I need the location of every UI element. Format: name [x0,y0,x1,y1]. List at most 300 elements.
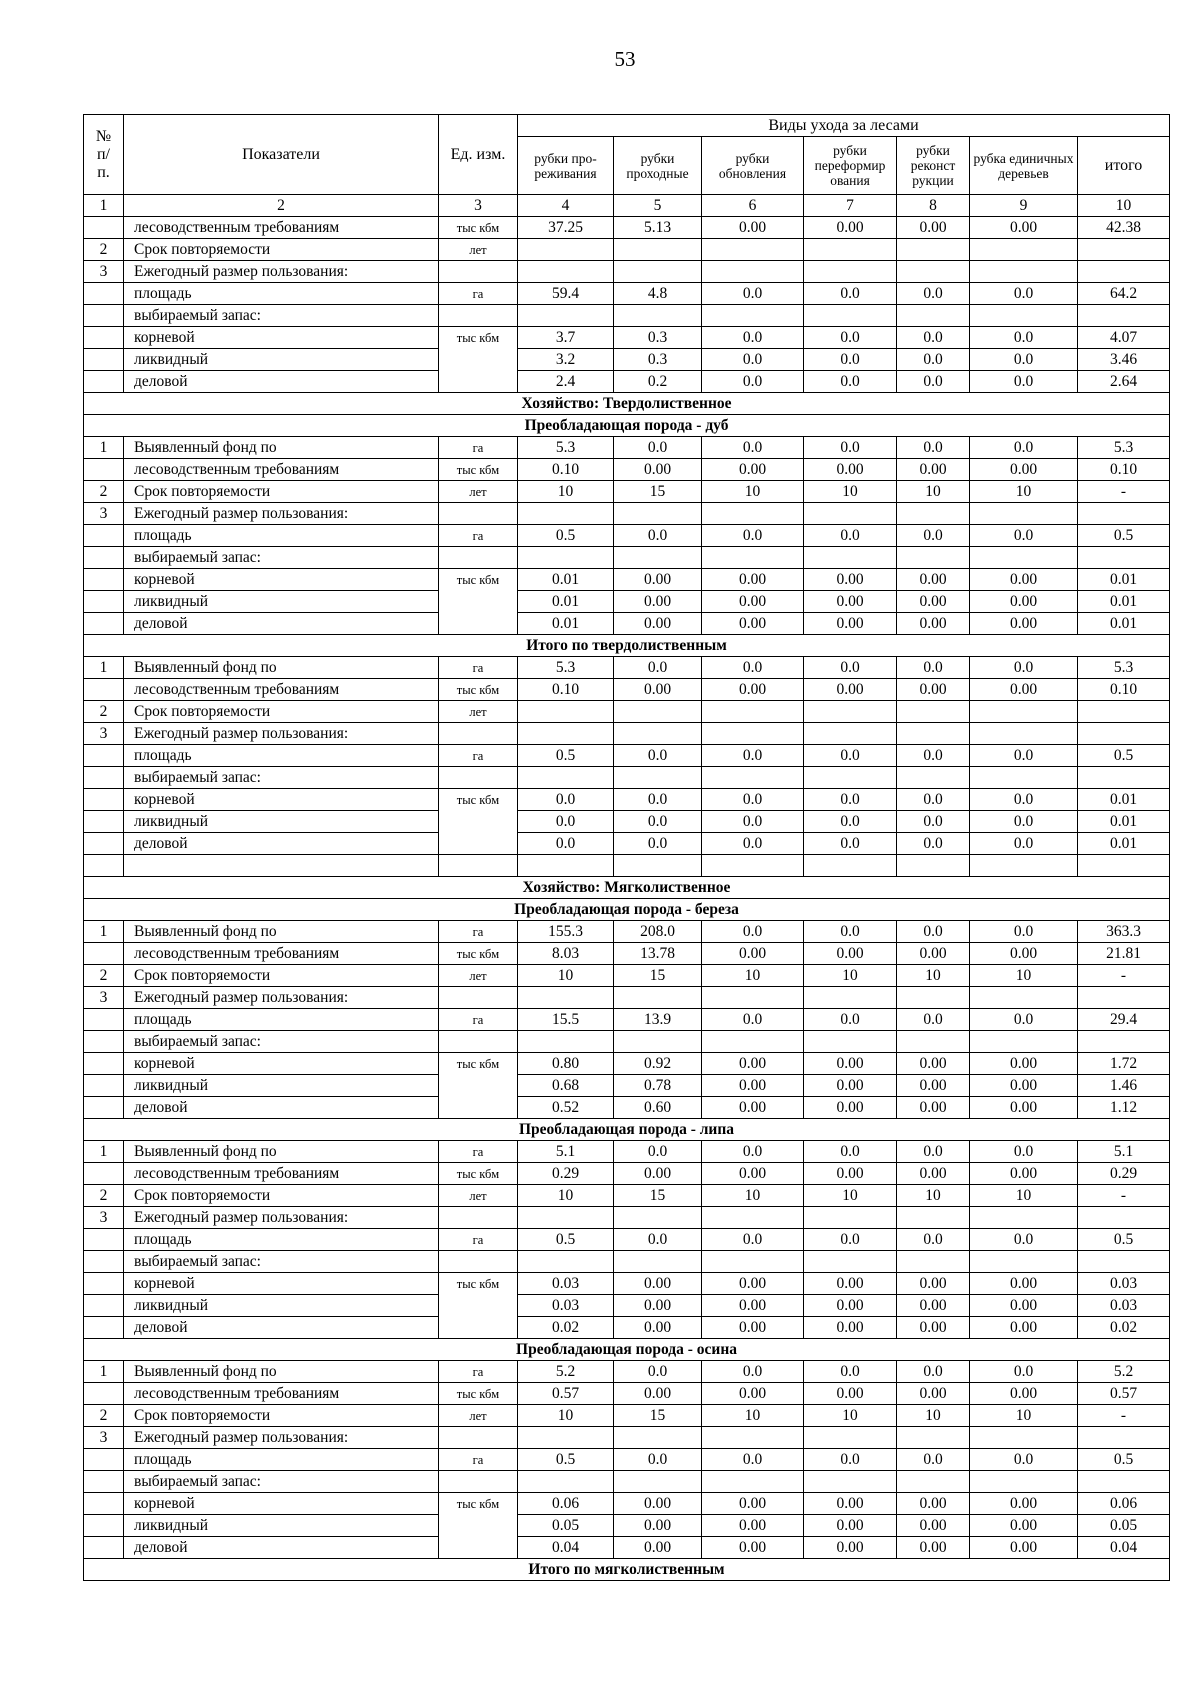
value-cell: 13.9 [614,1009,702,1031]
value-cell: 0.5 [1078,525,1170,547]
value-cell [804,1251,897,1273]
value-cell: 0.0 [702,525,804,547]
column-number: 9 [970,195,1078,217]
value-cell: 1.72 [1078,1053,1170,1075]
value-cell [970,723,1078,745]
column-number: 10 [1078,195,1170,217]
value-cell: 0.01 [1078,569,1170,591]
row-number [84,613,124,635]
row-number [84,679,124,701]
value-cell: 5.3 [1078,657,1170,679]
value-cell [518,239,614,261]
value-cell: 155.3 [518,921,614,943]
indicator-label: ликвидный [124,811,439,833]
value-cell: 0.00 [897,1493,970,1515]
value-cell: 0.00 [804,1053,897,1075]
value-cell: 0.0 [897,437,970,459]
value-cell: 15.5 [518,1009,614,1031]
value-cell [702,1031,804,1053]
value-cell: 0.04 [518,1537,614,1559]
row-number [84,547,124,569]
value-cell: 0.00 [970,943,1078,965]
value-cell [897,239,970,261]
value-cell: 0.0 [804,921,897,943]
value-cell: 0.0 [897,921,970,943]
unit-cell [439,613,518,635]
row-number [84,1053,124,1075]
indicator-label: площадь [124,745,439,767]
value-cell [614,305,702,327]
value-cell: 0.00 [614,1317,702,1339]
value-cell [1078,987,1170,1009]
row-number [84,1449,124,1471]
table-row [84,943,1170,965]
unit-cell [439,833,518,855]
table-row [84,723,1170,745]
table-row [84,1449,1170,1471]
unit-cell [439,547,518,569]
value-cell [1078,723,1170,745]
value-cell: 0.0 [614,745,702,767]
indicator-label: лесоводственным требованиям [124,459,439,481]
value-cell [1078,767,1170,789]
value-cell: 10 [804,1185,897,1207]
value-cell: 10 [518,1185,614,1207]
table-row [84,437,1170,459]
value-cell: 1.12 [1078,1097,1170,1119]
section-row [84,899,1170,921]
value-cell: 10 [897,1185,970,1207]
indicator-label: корневой [124,327,439,349]
unit-cell: га [439,657,518,679]
value-cell [614,1251,702,1273]
indicator-label: Срок повторяемости [124,701,439,723]
header-group-title: Виды ухода за лесами [518,115,1170,137]
indicator-label: Ежегодный размер пользования: [124,261,439,283]
value-cell [970,503,1078,525]
table-row [84,1097,1170,1119]
value-cell [614,987,702,1009]
indicator-label: площадь [124,525,439,547]
indicator-label: выбираемый запас: [124,1471,439,1493]
indicator-label: площадь [124,1449,439,1471]
value-cell: 0.0 [970,745,1078,767]
value-cell [702,305,804,327]
unit-cell: лет [439,965,518,987]
value-cell [518,1251,614,1273]
value-cell: 0.10 [518,679,614,701]
value-cell: 0.0 [614,789,702,811]
value-cell [518,855,614,877]
value-cell [897,1471,970,1493]
value-cell [804,1207,897,1229]
value-cell [518,987,614,1009]
value-cell [970,305,1078,327]
value-cell: 0.00 [614,1295,702,1317]
value-cell: 0.0 [702,437,804,459]
value-cell: 15 [614,965,702,987]
header-indicators: Показатели [124,115,439,195]
table-row [84,305,1170,327]
value-cell: 0.0 [804,349,897,371]
unit-cell: тыс кбм [439,789,518,811]
value-cell: 0.00 [804,1295,897,1317]
value-cell: 0.06 [1078,1493,1170,1515]
row-number [84,943,124,965]
value-cell: 0.06 [518,1493,614,1515]
value-cell: 0.00 [970,679,1078,701]
indicator-label: ликвидный [124,1295,439,1317]
value-cell: 0.00 [804,1097,897,1119]
value-cell: 0.00 [614,459,702,481]
value-cell: 0.0 [614,811,702,833]
value-cell: 0.0 [970,349,1078,371]
value-cell: 0.0 [897,349,970,371]
value-cell [970,1471,1078,1493]
value-cell: 0.00 [970,1537,1078,1559]
value-cell [518,503,614,525]
unit-cell [439,987,518,1009]
row-number [84,1075,124,1097]
value-cell [804,723,897,745]
unit-cell: тыс кбм [439,943,518,965]
indicator-label: площадь [124,1009,439,1031]
value-cell: 208.0 [614,921,702,943]
indicator-label: Выявленный фонд по [124,437,439,459]
value-cell: 0.00 [970,1515,1078,1537]
value-cell: 0.00 [970,459,1078,481]
value-cell: 0.0 [804,1141,897,1163]
indicator-label: деловой [124,371,439,393]
value-cell: 0.02 [1078,1317,1170,1339]
column-number: 5 [614,195,702,217]
value-cell: 0.0 [702,745,804,767]
value-cell [897,1207,970,1229]
value-cell: 5.2 [1078,1361,1170,1383]
value-cell [897,1427,970,1449]
row-number [84,1273,124,1295]
value-cell: 0.00 [970,1075,1078,1097]
column-number: 4 [518,195,614,217]
row-number [84,1251,124,1273]
indicator-label: деловой [124,1317,439,1339]
value-cell: 0.00 [970,1383,1078,1405]
row-number [84,833,124,855]
value-cell: 0.03 [1078,1295,1170,1317]
value-cell: 10 [970,1185,1078,1207]
row-number: 3 [84,1427,124,1449]
unit-cell: тыс кбм [439,1383,518,1405]
section-row [84,877,1170,899]
section-title: Преобладающая порода - липа [84,1119,1170,1141]
value-cell [614,1207,702,1229]
table-row [84,1427,1170,1449]
value-cell: 3.46 [1078,349,1170,371]
indicator-label: корневой [124,1053,439,1075]
value-cell: 0.0 [804,789,897,811]
value-cell: 0.00 [897,569,970,591]
value-cell: 0.0 [970,283,1078,305]
unit-cell [439,855,518,877]
value-cell: 2.64 [1078,371,1170,393]
column-number: 6 [702,195,804,217]
section-row [84,1339,1170,1361]
value-cell: 0.0 [897,371,970,393]
value-cell [1078,503,1170,525]
value-cell: 0.0 [614,1229,702,1251]
value-cell: 0.00 [897,1097,970,1119]
value-cell: 0.00 [702,1075,804,1097]
value-cell: 0.0 [897,1141,970,1163]
unit-cell: тыс кбм [439,459,518,481]
value-cell: 2.4 [518,371,614,393]
table-row [84,1207,1170,1229]
value-cell: 0.0 [614,1449,702,1471]
value-cell: 0.0 [702,811,804,833]
value-cell [804,767,897,789]
row-number [84,1295,124,1317]
value-cell: 0.01 [518,613,614,635]
column-number: 3 [439,195,518,217]
indicator-label: деловой [124,833,439,855]
value-cell: 10 [897,481,970,503]
value-cell: 0.3 [614,349,702,371]
value-cell: 0.00 [970,1493,1078,1515]
value-cell [804,547,897,569]
table-row [84,657,1170,679]
value-cell: 0.5 [1078,1449,1170,1471]
value-cell: 0.0 [518,811,614,833]
value-cell: 10 [518,965,614,987]
indicator-label: лесоводственным требованиям [124,217,439,239]
value-cell: 0.00 [897,1317,970,1339]
table-row [84,1493,1170,1515]
value-cell [702,503,804,525]
value-cell: 0.10 [1078,459,1170,481]
unit-cell [439,811,518,833]
unit-cell: га [439,437,518,459]
value-cell: 0.0 [702,1361,804,1383]
indicator-label: Срок повторяемости [124,1185,439,1207]
unit-cell: тыс кбм [439,1053,518,1075]
unit-cell [439,1537,518,1559]
unit-cell: га [439,1361,518,1383]
value-cell [702,1471,804,1493]
value-cell: 10 [970,1405,1078,1427]
indicator-label: Срок повторяемости [124,1405,439,1427]
unit-cell: га [439,1449,518,1471]
value-cell [518,701,614,723]
value-cell: 0.01 [1078,833,1170,855]
value-cell [614,239,702,261]
indicator-label: лесоводственным требованиям [124,1163,439,1185]
row-number [84,1031,124,1053]
value-cell: 0.00 [702,591,804,613]
row-number: 2 [84,1405,124,1427]
unit-cell: лет [439,239,518,261]
unit-cell: га [439,921,518,943]
value-cell [970,1427,1078,1449]
unit-cell [439,1075,518,1097]
indicator-label: выбираемый запас: [124,767,439,789]
value-cell: 0.0 [970,371,1078,393]
table-row [84,1031,1170,1053]
value-cell: 0.00 [702,1515,804,1537]
unit-cell: тыс кбм [439,679,518,701]
header-type: рубка единичных деревьев [970,137,1078,195]
value-cell: 0.00 [804,1493,897,1515]
value-cell: 0.00 [970,569,1078,591]
value-cell: 0.57 [518,1383,614,1405]
value-cell: 0.03 [1078,1273,1170,1295]
value-cell: 0.00 [897,679,970,701]
row-number [84,767,124,789]
table-row [84,1361,1170,1383]
value-cell [518,1427,614,1449]
indicator-label: выбираемый запас: [124,1031,439,1053]
unit-cell [439,1427,518,1449]
value-cell [702,1251,804,1273]
value-cell: 0.0 [970,921,1078,943]
value-cell: 0.0 [804,525,897,547]
unit-cell: тыс кбм [439,1163,518,1185]
value-cell [614,723,702,745]
value-cell: 0.00 [897,1295,970,1317]
value-cell [897,987,970,1009]
value-cell [1078,239,1170,261]
value-cell: 0.0 [702,371,804,393]
value-cell: 0.3 [614,327,702,349]
value-cell: 0.0 [970,789,1078,811]
value-cell: 0.68 [518,1075,614,1097]
value-cell: 0.0 [702,1449,804,1471]
row-number [84,1317,124,1339]
value-cell: 0.0 [970,657,1078,679]
row-number: 1 [84,1141,124,1163]
value-cell: 0.52 [518,1097,614,1119]
section-row [84,1559,1170,1581]
indicator-label: выбираемый запас: [124,547,439,569]
value-cell: 0.0 [970,1141,1078,1163]
indicator-label [124,855,439,877]
value-cell: 10 [702,965,804,987]
value-cell: 13.78 [614,943,702,965]
indicator-label: лесоводственным требованиям [124,1383,439,1405]
value-cell: 0.02 [518,1317,614,1339]
unit-cell: лет [439,481,518,503]
value-cell: 0.00 [804,217,897,239]
header-number: № п/ п. [84,115,124,195]
value-cell: 0.00 [702,569,804,591]
value-cell: 0.01 [1078,789,1170,811]
value-cell: 64.2 [1078,283,1170,305]
indicator-label: Выявленный фонд по [124,1141,439,1163]
indicator-label: ликвидный [124,349,439,371]
row-number [84,1383,124,1405]
unit-cell [439,349,518,371]
value-cell: 0.0 [897,1361,970,1383]
value-cell [804,1031,897,1053]
value-cell: 0.0 [702,327,804,349]
unit-cell [439,767,518,789]
value-cell [702,855,804,877]
value-cell [970,987,1078,1009]
value-cell [970,767,1078,789]
value-cell [518,767,614,789]
table-row [84,1471,1170,1493]
value-cell: 0.57 [1078,1383,1170,1405]
row-number [84,569,124,591]
table-row [84,1141,1170,1163]
value-cell: 0.00 [970,1273,1078,1295]
value-cell: 0.0 [970,833,1078,855]
value-cell: 0.00 [614,1163,702,1185]
indicator-label: лесоводственным требованиям [124,943,439,965]
table-row [84,1273,1170,1295]
value-cell: 29.4 [1078,1009,1170,1031]
value-cell: 0.0 [614,657,702,679]
value-cell: 15 [614,1185,702,1207]
value-cell: 0.00 [970,1295,1078,1317]
unit-cell: тыс кбм [439,327,518,349]
table-row [84,1009,1170,1031]
table-row [84,855,1170,877]
row-number [84,283,124,305]
value-cell [804,503,897,525]
value-cell: 0.00 [897,943,970,965]
value-cell: 0.00 [614,613,702,635]
value-cell: 0.0 [970,1009,1078,1031]
value-cell: 0.00 [897,591,970,613]
indicator-label: Ежегодный размер пользования: [124,723,439,745]
value-cell: 10 [518,1405,614,1427]
value-cell: 0.0 [804,1361,897,1383]
value-cell: 0.00 [970,613,1078,635]
value-cell: 0.80 [518,1053,614,1075]
indicator-label: Ежегодный размер пользования: [124,987,439,1009]
header-type: рубки переформир ования [804,137,897,195]
value-cell: 0.00 [804,459,897,481]
value-cell: 0.01 [1078,591,1170,613]
unit-cell: лет [439,701,518,723]
value-cell: 0.0 [897,525,970,547]
value-cell: 0.0 [804,1449,897,1471]
row-number: 1 [84,1361,124,1383]
table-row [84,1295,1170,1317]
indicator-label: площадь [124,283,439,305]
indicator-label: деловой [124,613,439,635]
value-cell: - [1078,1185,1170,1207]
header-type: рубки обновления [702,137,804,195]
value-cell: 0.0 [702,1229,804,1251]
table-row [84,701,1170,723]
indicator-label: ликвидный [124,1515,439,1537]
header-type: рубки проходные [614,137,702,195]
section-row [84,635,1170,657]
value-cell [897,1031,970,1053]
value-cell: 0.0 [702,921,804,943]
value-cell [1078,547,1170,569]
value-cell: 0.00 [702,1317,804,1339]
unit-cell [439,1317,518,1339]
value-cell: 0.0 [804,657,897,679]
value-cell [614,261,702,283]
table-row [84,811,1170,833]
value-cell: 0.0 [970,1361,1078,1383]
value-cell [804,855,897,877]
value-cell: 0.0 [614,833,702,855]
row-number: 2 [84,965,124,987]
